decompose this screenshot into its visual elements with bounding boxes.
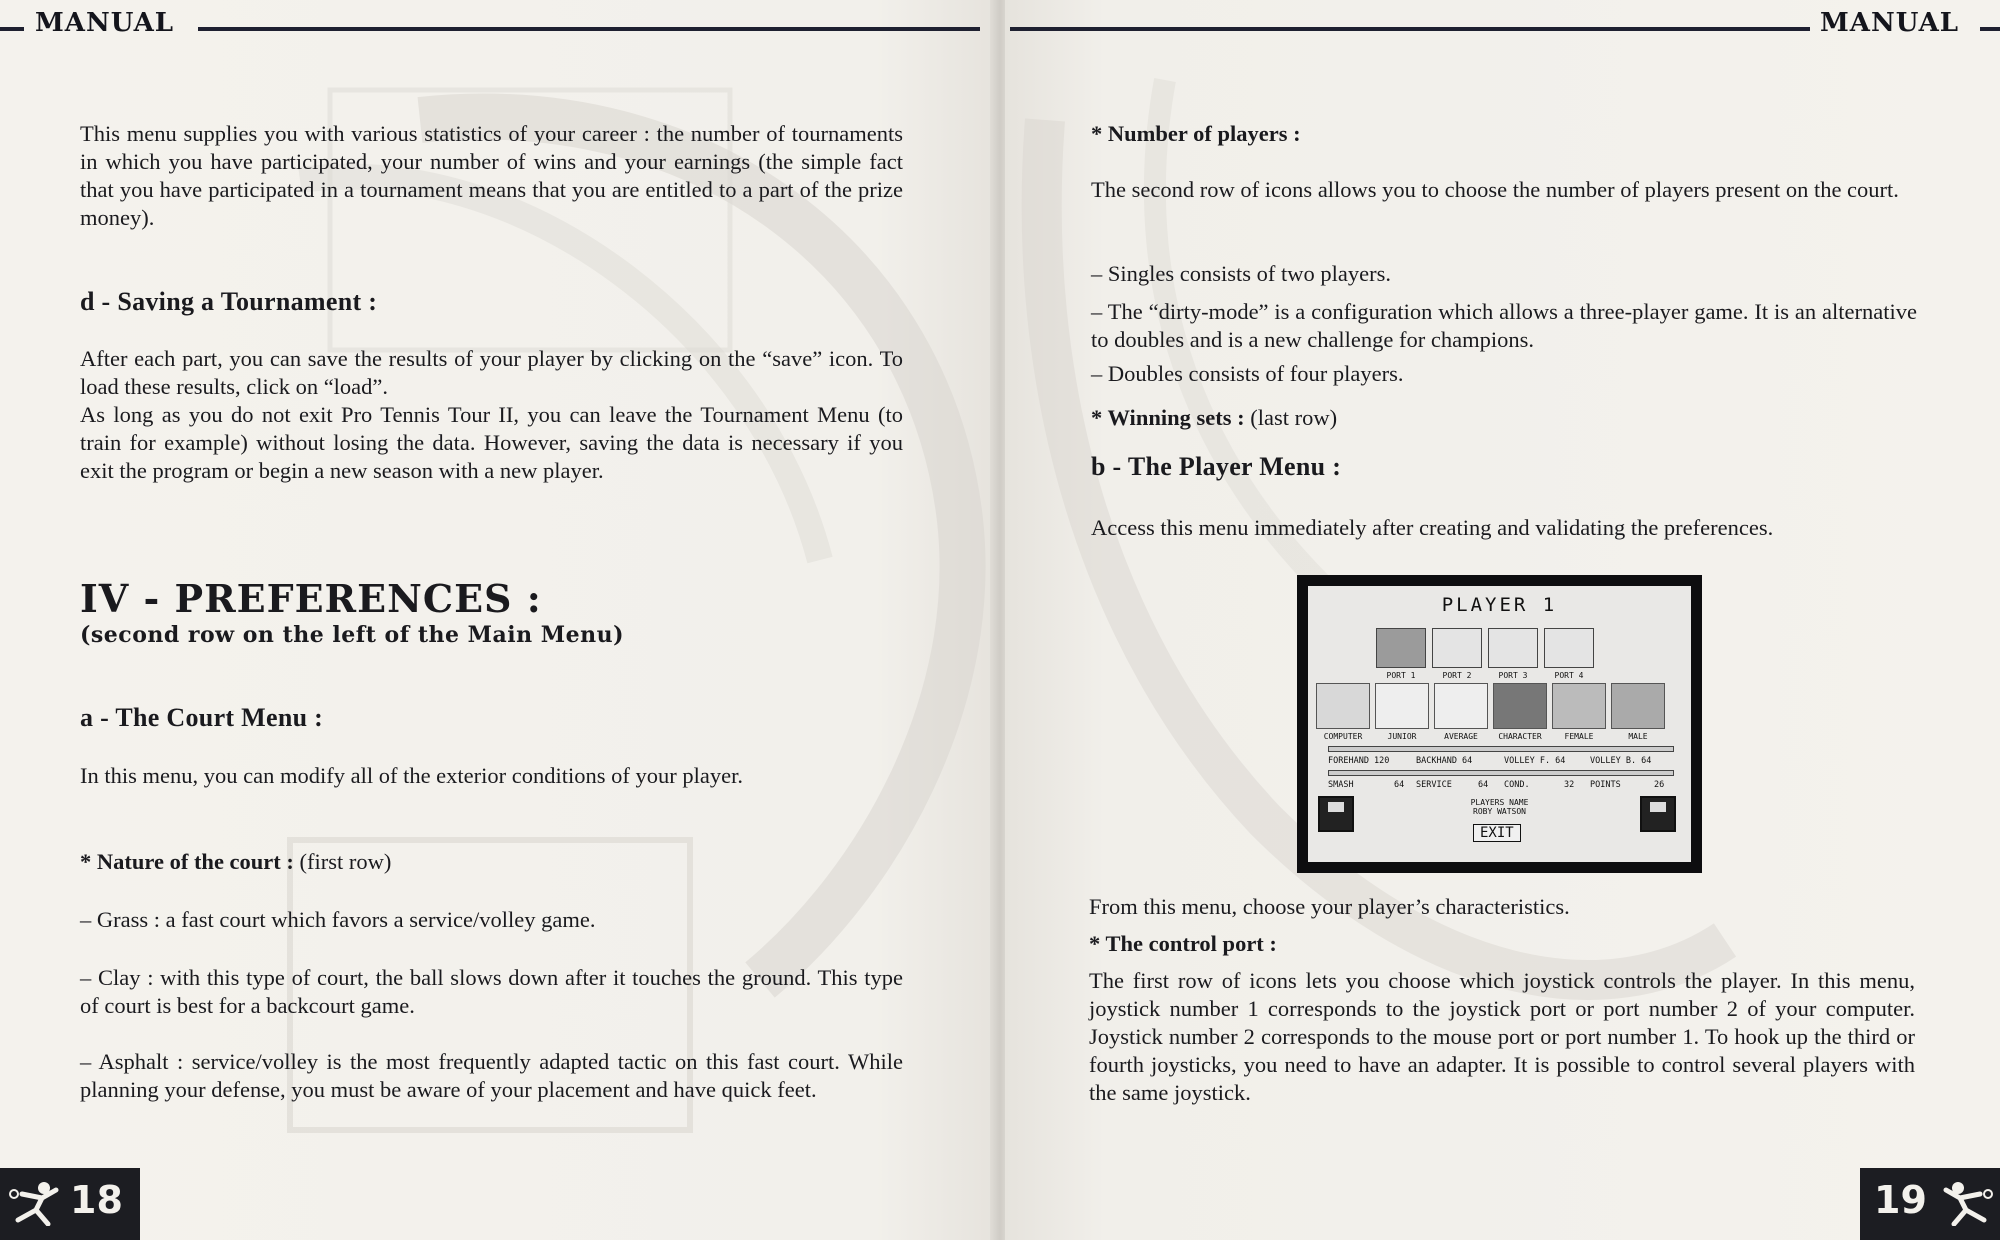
- header-rule-right: [1010, 27, 1810, 31]
- header-label-right: MANUAL: [1820, 8, 1960, 38]
- clay-item: – Clay : with this type of court, the ball slows down after it touches the ground. This type of court is best for a backcourt game.: [80, 965, 903, 1018]
- service-label: SERVICE: [1416, 780, 1452, 790]
- page-number-right: 19: [1874, 1178, 1927, 1222]
- stat-bar-2: [1328, 770, 1674, 776]
- port-3-label: PORT 3: [1498, 671, 1528, 680]
- dirty-mode-item: – The “dirty-mode” is a configuration which allows a three-player game. It is an alternative to doubles and is a new challenge for champions.: [1091, 299, 1917, 352]
- tennis-player-icon: [8, 1180, 68, 1226]
- doubles-item: – Doubles consists of four players.: [1091, 361, 1404, 386]
- page-number-left: 18: [70, 1178, 123, 1222]
- player-name-value: ROBY WATSON: [1473, 807, 1526, 816]
- control-port-label: [1089, 930, 1277, 958]
- saving-tournament-heading: d - Saving a Tournament :: [80, 287, 378, 316]
- stats-row-2: [1328, 780, 1674, 792]
- port-1-joystick-icon: [1376, 628, 1426, 668]
- saving-paragraph-2: As long as you do not exit Pro Tennis Tour II, you can leave the Tournament Menu (to train for example) without losing the data. However, saving the data is necessary if you exit the program or begin a new season with a new player.: [80, 402, 903, 483]
- smash-value: 64: [1394, 780, 1405, 790]
- page-number-badge-left: [0, 1168, 140, 1240]
- junior-label: JUNIOR: [1387, 732, 1417, 741]
- stats-row-1: [1328, 756, 1674, 768]
- port-1-label: PORT 1: [1386, 671, 1416, 680]
- game-screen: [1308, 586, 1691, 862]
- average-icon: [1434, 683, 1488, 729]
- stat-bar-1: [1328, 746, 1674, 752]
- player-menu-intro: Access this menu immediately after creating and validating the preferences.: [1091, 515, 1774, 540]
- preferences-heading: IV - PREFERENCES :: [80, 576, 542, 621]
- computer-label: COMPUTER: [1323, 732, 1363, 741]
- nature-of-court-label: [80, 848, 391, 876]
- from-menu-text: From this menu, choose your player’s characteristics.: [1089, 894, 1570, 919]
- port-4-label: PORT 4: [1554, 671, 1584, 680]
- computer-icon: [1316, 683, 1370, 729]
- junior-icon: [1375, 683, 1429, 729]
- saving-paragraph-1: After each part, you can save the results of your player by clicking on the “save” icon. To load these results, click on “load”.: [80, 346, 903, 399]
- player-menu-heading: b - The Player Menu :: [1091, 452, 1342, 481]
- page-number-badge-right: [1860, 1168, 2000, 1240]
- number-of-players-text: The second row of icons allows you to choose the number of players present on the court.: [1091, 177, 1899, 202]
- intro-paragraph: This menu supplies you with various statistics of your career : the number of tournaments in which you have participated, your number of wins and your earnings (the simple fact that you have participated in a tournament means that you are entitled to a part of the prize money).: [80, 121, 903, 230]
- backhand-stat: BACKHAND 64: [1416, 756, 1473, 766]
- asphalt-item: – Asphalt : service/volley is the most frequently adapted tactic on this fast court. While planning your defense, you must be aware of your placement and have quick feet.: [80, 1049, 903, 1102]
- male-icon: [1611, 683, 1665, 729]
- points-value: 26: [1654, 780, 1665, 790]
- number-of-players-key: * Number of players :: [1091, 121, 1301, 146]
- cond-label: COND.: [1504, 780, 1530, 790]
- female-label: FEMALE: [1564, 732, 1594, 741]
- port-2-label: PORT 2: [1442, 671, 1472, 680]
- grass-item: – Grass : a fast court which favors a service/volley game.: [80, 907, 596, 932]
- average-label: AVERAGE: [1444, 732, 1478, 741]
- forehand-stat: FOREHAND 120: [1328, 756, 1390, 766]
- singles-item: – Singles consists of two players.: [1091, 261, 1391, 286]
- court-menu-intro: In this menu, you can modify all of the exterior conditions of your player.: [80, 763, 743, 788]
- service-value: 64: [1478, 780, 1489, 790]
- winning-sets-label: [1091, 404, 1337, 432]
- number-of-players-label: [1091, 120, 1301, 148]
- winning-sets-suffix: (last row): [1250, 405, 1338, 430]
- male-label: MALE: [1628, 732, 1648, 741]
- preferences-subheading: (second row on the left of the Main Menu): [80, 622, 625, 648]
- header-rule-right-stub: [1980, 27, 2000, 31]
- female-icon: [1552, 683, 1606, 729]
- nature-of-court-key: * Nature of the court :: [80, 849, 294, 874]
- control-port-key: * The control port :: [1089, 931, 1277, 956]
- character-label: CHARACTER: [1498, 732, 1542, 741]
- game-screen-title: PLAYER 1: [1441, 594, 1558, 616]
- control-port-text: The first row of icons lets you choose which joystick controls the player. In this menu, joystick number 1 corresponds to the joystick port or port number 2 of your computer. Joystick number 2 corresponds to the mouse port or port number 1. To hook up the third or fourth joysticks, you need to have an adapter. It is possible to control several players with the same joystick.: [1089, 968, 1915, 1105]
- smash-label: SMASH: [1328, 780, 1354, 790]
- tennis-player-icon-right: [1934, 1180, 1994, 1226]
- player-menu-screenshot: [1297, 575, 1702, 873]
- port-4-joystick-icon: [1544, 628, 1594, 668]
- volley-b-stat: VOLLEY B. 64: [1590, 756, 1652, 766]
- exit-button: EXIT: [1473, 824, 1521, 842]
- character-icon: [1493, 683, 1547, 729]
- court-menu-heading: a - The Court Menu :: [80, 703, 324, 732]
- header-rule-left-stub: [0, 27, 24, 31]
- header-label-left: MANUAL: [35, 8, 175, 38]
- port-2-joystick-icon: [1432, 628, 1482, 668]
- header-rule-left: [198, 27, 980, 31]
- winning-sets-key: * Winning sets :: [1091, 405, 1245, 430]
- nature-of-court-suffix: (first row): [299, 849, 392, 874]
- left-page: [0, 0, 995, 1240]
- volley-f-stat: VOLLEY F. 64: [1504, 756, 1566, 766]
- cond-value: 32: [1564, 780, 1575, 790]
- players-name-label: PLAYERS NAME: [1470, 798, 1529, 807]
- port-3-joystick-icon: [1488, 628, 1538, 668]
- points-label: POINTS: [1590, 780, 1621, 790]
